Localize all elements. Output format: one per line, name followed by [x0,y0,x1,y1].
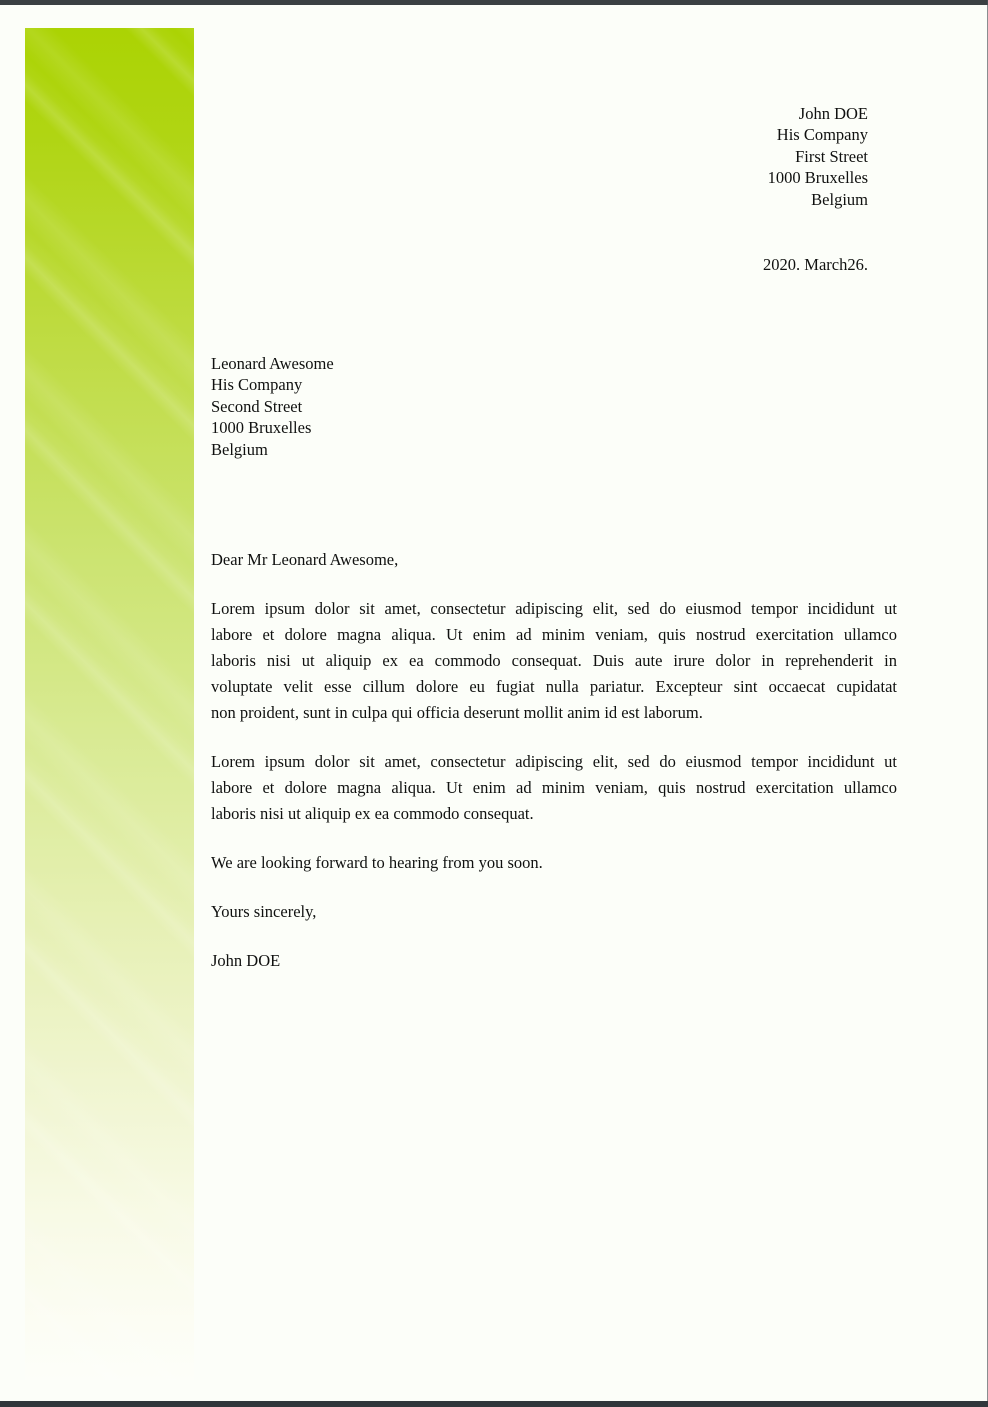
sender-company: His Company [776,125,868,145]
paragraph-line: laboris nisi ut aliquip ex ea commodo consequat. Duis aute irure dolor in reprehenderit in [211,651,897,670]
valediction: Yours sincerely, [211,902,317,921]
closing-line: We are looking forward to hearing from you soon. [211,853,543,872]
recipient-company: His Company [211,375,303,395]
paragraph-line: Lorem ipsum dolor sit amet, consectetur adipiscing elit, sed do eiusmod tempor incididunt ut [211,752,897,771]
page-bottom-edge [0,1401,988,1407]
salutation: Dear Mr Leonard Awesome, [211,550,399,569]
signature-name: John DOE [211,951,281,970]
sender-country: Belgium [811,189,868,209]
paragraph-line: non proident, sunt in culpa qui officia deserunt mollit anim id est laborum. [211,703,703,722]
letter-date: 2020. March26. [763,255,868,274]
paragraph-line: voluptate velit esse cillum dolore eu fugiat nulla pariatur. Excepteur sint occaecat cupidatat [211,677,897,696]
page-top-edge [0,0,988,5]
sender-name: John DOE [798,104,868,123]
green-gradient-accent-bar [25,28,194,1380]
letter-body [211,547,897,997]
sender-street: First Street [795,146,868,166]
paragraph-line: labore et dolore magna aliqua. Ut enim ad minim veniam, quis nostrud exercitation ullamco [211,625,897,644]
body-paragraph-1 [211,596,897,726]
recipient-address-block [211,353,334,460]
sender-city: 1000 Bruxelles [767,168,868,188]
body-paragraph-2 [211,749,897,827]
recipient-city: 1000 Bruxelles [211,418,312,438]
recipient-name: Leonard Awesome [211,354,334,373]
paragraph-line: laboris nisi ut aliquip ex ea commodo consequat. [211,804,534,823]
paragraph-line: Lorem ipsum dolor sit amet, consectetur adipiscing elit, sed do eiusmod tempor incididunt ut [211,599,897,618]
sender-address-block [768,103,868,210]
recipient-street: Second Street [211,396,303,416]
paragraph-line: labore et dolore magna aliqua. Ut enim ad minim veniam, quis nostrud exercitation ullamco [211,778,897,797]
recipient-country: Belgium [211,439,268,459]
